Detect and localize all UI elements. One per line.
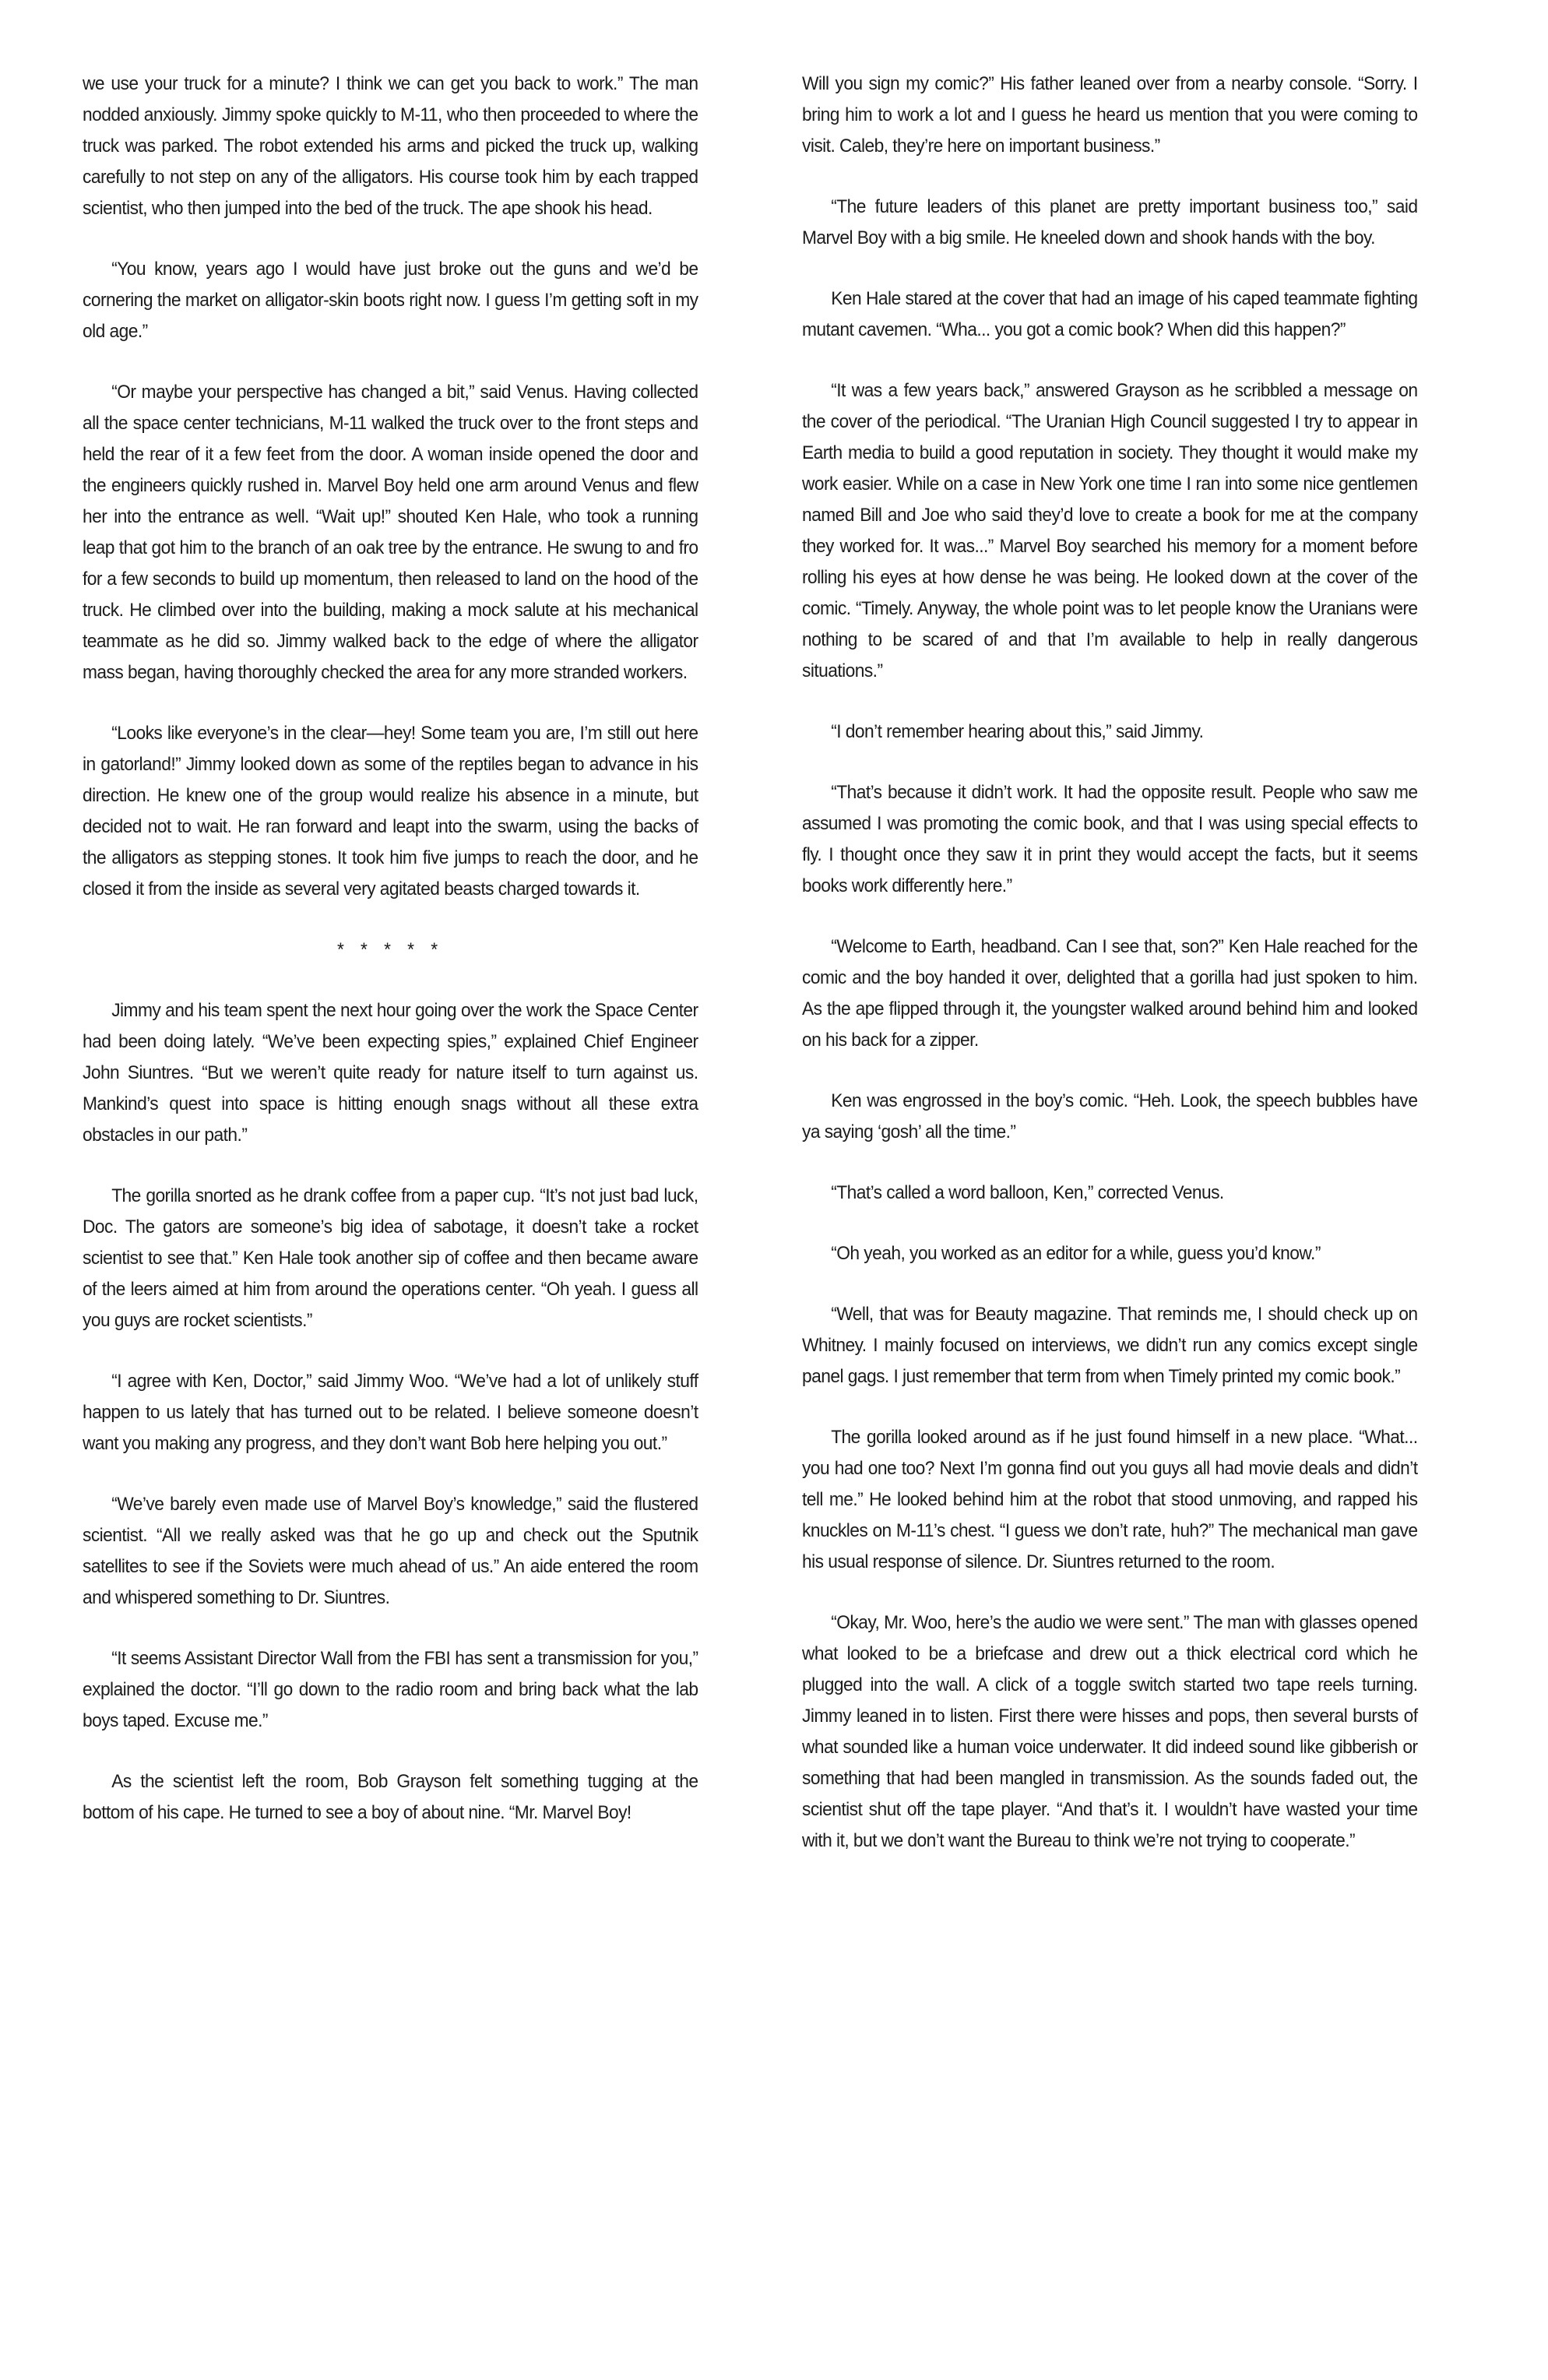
paragraph: “Oh yeah, you worked as an editor for a while, guess you’d know.”: [831, 1243, 1321, 1264]
paragraph: The gorilla looked around as if he just found himself in a new place. “What... you had one too? Next I’m gonna find out you guys all had movie deals and didn’t tell me.” He looked behind him at the robot that stood unmoving, and rapped his knuckles on M-11’s chest. “I guess we don’t rate, huh?” The mechanical man gave his usual response of silence. Dr. Siuntres returned to the room.: [802, 1427, 1418, 1572]
paragraph: “Or maybe your perspective has changed a bit,” said Venus. Having collected all the space center technicians, M-11 walked the truck over to the front steps and held the rear of it a few feet from the door. A woman inside opened the door and the engineers quickly rushed in. Marvel Boy held one arm around Venus and flew her into the entrance as well. “Wait up!” shouted Ken Hale, who took a running leap that got him to the branch of an oak tree by the entrance. He swung to and fro for a few seconds to build up momentum, then released to land on the hood of the truck. He climbed over into the building, making a mock salute at his mechanical teammate as he did so. Jimmy walked back to the edge of where the alligator mass began, having thoroughly checked the area for any more stranded workers.: [83, 382, 698, 683]
left-column: [83, 69, 698, 1858]
paragraph: “I don’t remember hearing about this,” said Jimmy.: [831, 721, 1204, 742]
paragraph: “Well, that was for Beauty magazine. That reminds me, I should check up on Whitney. I mainly focused on interviews, we didn’t run any comics except single panel gags. I just remember that term from when Timely printed my comic book.”: [802, 1304, 1418, 1387]
paragraph: Ken Hale stared at the cover that had an image of his caped teammate fighting mutant cavemen. “Wha... you got a comic book? When did this happen?”: [802, 288, 1418, 340]
paragraph: “The future leaders of this planet are pretty important business too,” said Marvel Boy with a big smile. He kneeled down and shook hands with the boy.: [802, 196, 1418, 248]
paragraph: The gorilla snorted as he drank coffee from a paper cup. “It’s not just bad luck, Doc. The gators are someone’s big idea of sabotage, it doesn’t take a rocket scientist to see that.” Ken Hale took another sip of coffee and then became aware of the leers aimed at him from around the operations center. “Oh yeah. I guess all you guys are rocket scientists.”: [83, 1185, 698, 1331]
paragraph: “That’s because it didn’t work. It had the opposite result. People who saw me assumed I was promoting the comic book, and that I was using special effects to fly. I thought once they saw it in print they would accept the facts, but it seems books work differently here.”: [802, 782, 1418, 896]
paragraph: “We’ve barely even made use of Marvel Boy’s knowledge,” said the flustered scientist. “All we really asked was that he go up and check out the Sputnik satellites to see if the Soviets were much ahead of us.” An aide entered the room and whispered something to Dr. Siuntres.: [83, 1494, 698, 1608]
paragraph: we use your truck for a minute? I think we can get you back to work.” The man nodded anxiously. Jimmy spoke quickly to M-11, who then proceeded to where the truck was parked. The robot extended his arms and picked the truck up, walking carefully to not step on any of the alligators. His course took him by each trapped scientist, who then jumped into the bed of the truck. The ape shook his head.: [83, 73, 698, 219]
paragraph: Ken was engrossed in the boy’s comic. “Heh. Look, the speech bubbles have ya saying ‘gosh’ all the time.”: [802, 1090, 1418, 1142]
paragraph: “You know, years ago I would have just broke out the guns and we’d be cornering the market on alligator-skin boots right now. I guess I’m getting soft in my old age.”: [83, 259, 698, 342]
paragraph: “Okay, Mr. Woo, here’s the audio we were sent.” The man with glasses opened what looked to be a briefcase and drew out a thick electrical cord which he plugged into the wall. A click of a toggle switch started two tape reels turning. Jimmy leaned in to listen. First there were hisses and pops, then several bursts of what sounded like a human voice underwater. It did indeed sound like gibberish or something that had been mangled in transmission. As the sounds faded out, the scientist shut off the tape player. “And that’s it. I wouldn’t have wasted your time with it, but we don’t want the Bureau to think we’re not trying to cooperate.”: [802, 1612, 1418, 1851]
scene-break: * * * * *: [336, 939, 444, 960]
paragraph: “It was a few years back,” answered Grayson as he scribbled a message on the cover of the periodical. “The Uranian High Council suggested I try to appear in Earth media to build a good reputation in society. They thought it would make my work easier. While on a case in New York one time I ran into some nice gentlemen named Bill and Joe who said they’d love to create a book for me at the company they worked for. It was...” Marvel Boy searched his memory for a moment before rolling his eyes at how dense he was being. He looked down at the cover of the comic. “Timely. Anyway, the whole point was to let people know the Uranians were nothing to be scared of and that I’m available to help in really dangerous situations.”: [802, 380, 1418, 681]
paragraph: “Welcome to Earth, headband. Can I see that, son?” Ken Hale reached for the comic and the boy handed it over, delighted that a gorilla had just spoken to him. As the ape flipped through it, the youngster walked around behind him and looked on his back for a zipper.: [802, 936, 1418, 1051]
paragraph: “That’s called a word balloon, Ken,” corrected Venus.: [831, 1182, 1224, 1203]
paragraph: “Looks like everyone’s in the clear—hey! Some team you are, I’m still out here in gatorland!” Jimmy looked down as some of the reptiles began to advance in his direction. He knew one of the group would realize his absence in a minute, but decided not to wait. He ran forward and leapt into the swarm, using the backs of the alligators as stepping stones. It took him five jumps to reach the door, and he closed it from the inside as several very agitated beasts charged towards it.: [83, 723, 698, 900]
paragraph: Jimmy and his team spent the next hour going over the work the Space Center had been doing lately. “We’ve been expecting spies,” explained Chief Engineer John Siuntres. “But we weren’t quite ready for nature itself to turn against us. Mankind’s quest into space is hitting enough snags without all these extra obstacles in our path.”: [83, 1000, 698, 1146]
paragraph: “I agree with Ken, Doctor,” said Jimmy Woo. “We’ve had a lot of unlikely stuff happen to us lately that has turned out to be related. I believe someone doesn’t want you making any progress, and they don’t want Bob here helping you out.”: [83, 1371, 698, 1454]
paragraph: “It seems Assistant Director Wall from the FBI has sent a transmission for you,” explained the doctor. “I’ll go down to the radio room and bring back what the lab boys taped. Excuse me.”: [83, 1648, 698, 1731]
right-column: [802, 69, 1418, 1886]
paragraph: As the scientist left the room, Bob Grayson felt something tugging at the bottom of his cape. He turned to see a boy of about nine. “Mr. Marvel Boy!: [83, 1771, 698, 1823]
paragraph: Will you sign my comic?” His father leaned over from a nearby console. “Sorry. I bring him to work a lot and I guess he heard us mention that you were coming to visit. Caleb, they’re here on important business.”: [802, 73, 1418, 157]
